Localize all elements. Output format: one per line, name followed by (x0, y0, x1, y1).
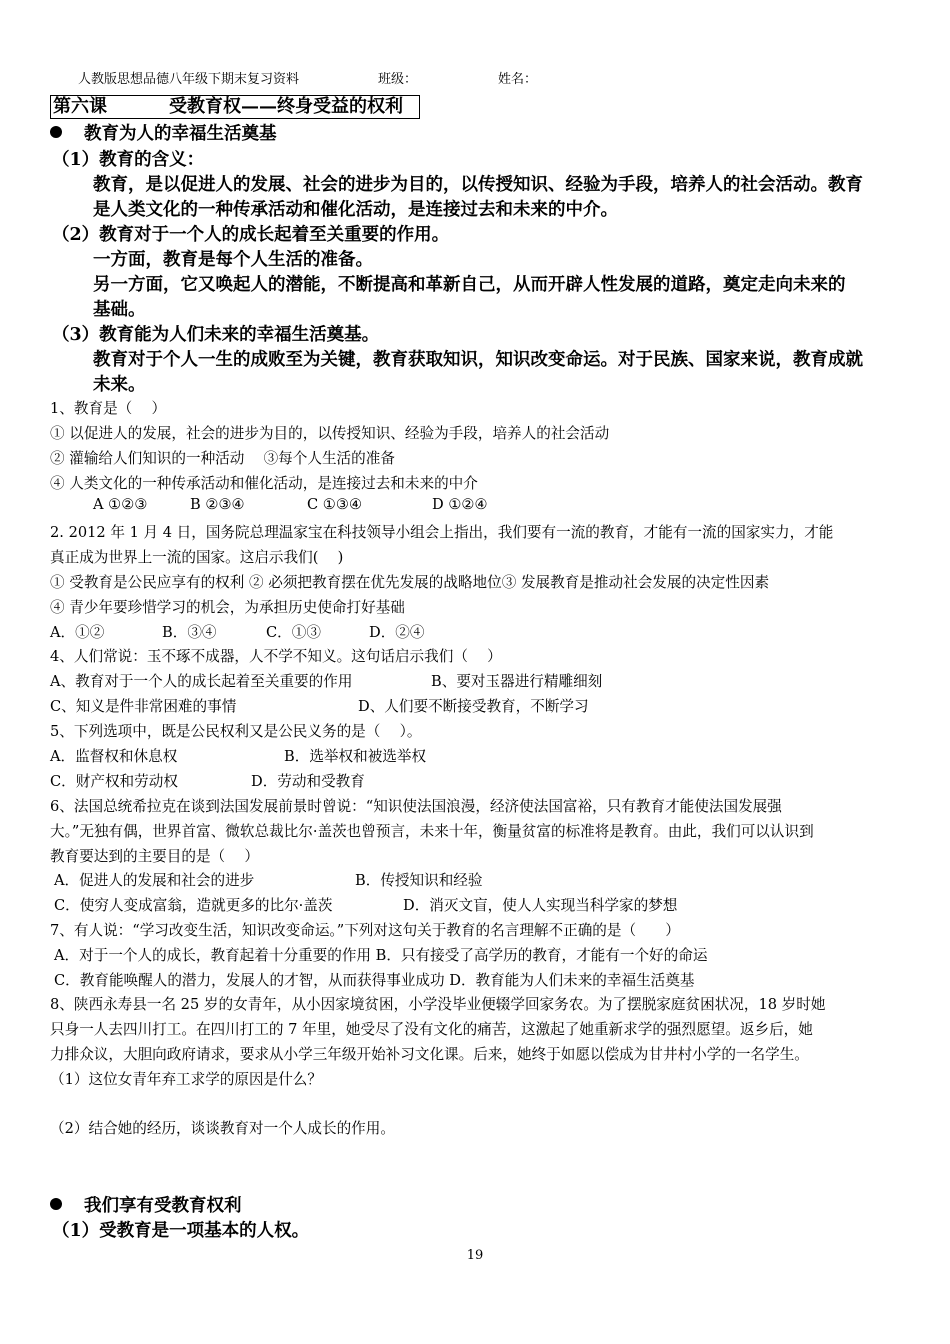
name-label: 姓名： (498, 72, 538, 87)
q2-stem-line1: 2. 2012 年 1 月 4 日，国务院总理温家宝在科技领导小组会上指出，我们要有一流的教育，才能有一流的国家实力，才能 (50, 524, 834, 541)
q6-stem-line2: 大。”无独有偶，世界首富、微软总裁比尔·盖茨也曾预言，未来十年，衡量贫富的标准将是教育。由此，我们可以认识到 (50, 823, 814, 840)
s1-p2-line2: 另一方面，它又唤起人的潜能，不断提高和革新自己，从而开辟人性发展的道路，奠定走向未来的 (93, 275, 846, 295)
q5-stem: 5、下列选项中，既是公民权利又是公民义务的是（ ）。 (50, 723, 422, 740)
q4-stem: 4、人们常说：玉不琢不成器，人不学不知义。这句话启示我们（ ） (50, 648, 502, 665)
s1-p2-line1: 一方面，教育是每个人生活的准备。 (93, 250, 373, 270)
s1-p1-label: （1）教育的含义： (52, 150, 205, 170)
q8-stem-line2: 只身一人去四川打工。在四川打工的 7 年里，她受尽了没有文化的痛苦，这激起了她重新求学的强烈愿望。返乡后，她 (50, 1021, 813, 1038)
q2-choice-a: A．①② (50, 624, 105, 641)
q5-choice-b: B．选举权和被选举权 (284, 748, 427, 765)
lesson-title: 受教育权——终身受益的权利 (169, 96, 403, 117)
q8-stem-line1: 8、陕西永寿县一名 25 岁的女青年，从小因家境贫困，小学没毕业便辍学回家务农。为了摆脱家庭贫困状况，18 岁时她 (50, 996, 826, 1013)
s2-p1-label: （1）受教育是一项基本的人权。 (52, 1221, 310, 1241)
q2-option2: ④ 青少年要珍惜学习的机会，为承担历史使命打好基础 (50, 599, 405, 616)
s1-p2-label: （2）教育对于一个人的成长起着至关重要的作用。 (52, 225, 450, 245)
s1-p2-line3: 基础。 (93, 300, 146, 320)
q4-choice-b: B、要对玉器进行精雕细刻 (431, 673, 603, 690)
q6-choice-a: A．促进人的发展和社会的进步 (54, 872, 255, 889)
q2-choice-c: C．①③ (266, 624, 321, 641)
q6-choice-d: D．消灭文盲，使人人实现当科学家的梦想 (403, 897, 678, 914)
q6-choice-c: C．使穷人变成富翁，造就更多的比尔·盖茨 (54, 897, 333, 914)
q1-option1: ① 以促进人的发展，社会的进步为目的，以传授知识、经验为手段，培养人的社会活动 (50, 425, 610, 442)
q1-stem: 1、教育是（ ） (50, 400, 167, 417)
q6-choice-b: B．传授知识和经验 (355, 872, 483, 889)
bullet-icon (50, 126, 62, 138)
q1-option3: ④ 人类文化的一种传承活动和催化活动，是连接过去和未来的中介 (50, 475, 478, 492)
q4-choice-d: D、人们要不断接受教育，不断学习 (358, 698, 589, 715)
q2-choice-b: B．③④ (162, 624, 217, 641)
q6-stem-line1: 6、法国总统希拉克在谈到法国发展前景时曾说：“知识使法国浪漫，经济使法国富裕，只有教育才能使法国发展强 (50, 798, 782, 815)
q5-choice-a: A．监督权和休息权 (50, 748, 178, 765)
q4-choice-a: A、教育对于一个人的成长起着至关重要的作用 (50, 673, 353, 690)
q5-choice-d: D．劳动和受教育 (251, 773, 365, 790)
lesson-number: 第六课 (53, 96, 107, 117)
q2-option1: ① 受教育是公民应享有的权利 ② 必须把教育摆在优先发展的战略地位③ 发展教育是推动社会发展的决定性因素 (50, 574, 770, 591)
section2-heading: 我们享有受教育权利 (84, 1196, 242, 1216)
q1-choice-a: A ①②③ (93, 496, 148, 513)
q2-choice-d: D．②④ (369, 624, 425, 641)
q6-stem-line3: 教育要达到的主要目的是（ ） (50, 848, 259, 865)
s1-p3-line1: 教育对于个人一生的成败至为关键，教育获取知识，知识改变命运。对于民族、国家来说，教育成就 (93, 350, 863, 370)
s1-p1-line1: 教育，是以促进人的发展、社会的进步为目的，以传授知识、经验为手段，培养人的社会活动。教育 (93, 175, 863, 195)
q7-choices-cd: C．教育能唤醒人的潜力，发展人的才智，从而获得事业成功 D．教育能为人们未来的幸福生活奠基 (54, 972, 695, 989)
q1-choice-d: D ①②④ (432, 496, 488, 513)
section1-heading: 教育为人的幸福生活奠基 (84, 124, 277, 144)
q1-choice-c: C ①③④ (307, 496, 363, 513)
q1-choice-b: B ②③④ (190, 496, 245, 513)
s1-p1-line2: 是人类文化的一种传承活动和催化活动，是连接过去和未来的中介。 (93, 200, 618, 220)
page-number: 19 (466, 1248, 484, 1263)
q7-choices-ab: A．对于一个人的成长，教育起着十分重要的作用 B．只有接受了高学历的教育，才能有一个好的命运 (54, 947, 708, 964)
q2-stem-line2: 真正成为世界上一流的国家。这启示我们( ) (50, 549, 344, 566)
section2-heading-line (50, 1192, 242, 1217)
class-label: 班级： (378, 72, 418, 87)
lesson-title-box (50, 95, 420, 119)
q8-subquestion1: （1）这位女青年弃工求学的原因是什么？ (50, 1071, 322, 1088)
q8-subquestion2: （2）结合她的经历，谈谈教育对一个人成长的作用。 (50, 1120, 395, 1137)
q7-stem: 7、有人说：“学习改变生活，知识改变命运。”下列对这句关于教育的名言理解不正确的是（ ） (50, 922, 680, 939)
bullet-icon (50, 1198, 62, 1210)
q8-stem-line3: 力排众议，大胆向政府请求，要求从小学三年级开始补习文化课。后来，她终于如愿以偿成为甘井村小学的一名学生。 (50, 1046, 809, 1063)
doc-title: 人教版思想品德八年级下期末复习资料 (78, 72, 300, 87)
q4-choice-c: C、知义是件非常困难的事情 (50, 698, 237, 715)
q1-option2: ② 灌输给人们知识的一种活动 ③每个人生活的准备 (50, 450, 395, 467)
s1-p3-label: （3）教育能为人们未来的幸福生活奠基。 (52, 325, 380, 345)
section1-heading-line (50, 120, 277, 145)
s1-p3-line2: 未来。 (93, 375, 146, 395)
q5-choice-c: C．财产权和劳动权 (50, 773, 178, 790)
